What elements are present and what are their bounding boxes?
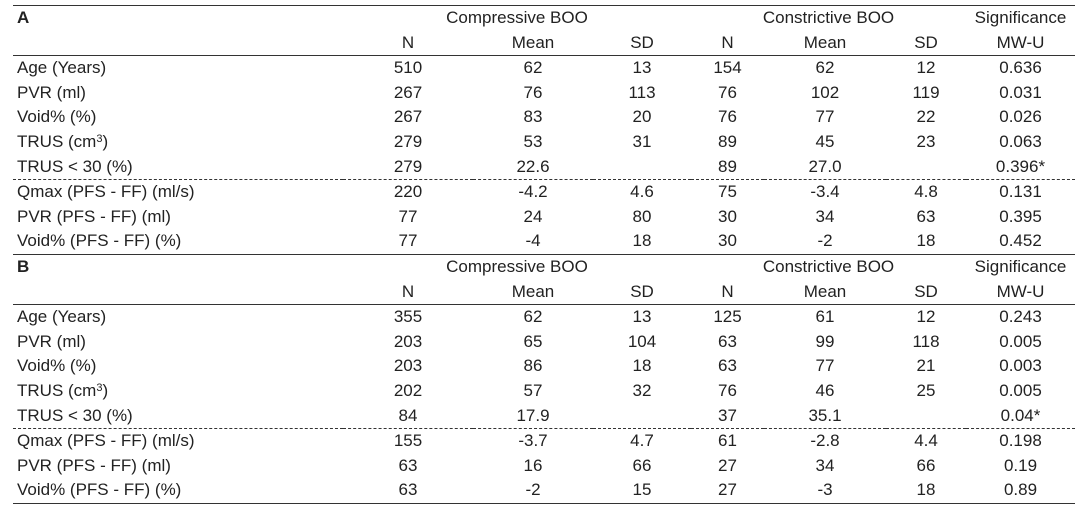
table-row <box>13 478 1075 503</box>
cell-n1: 267 <box>393 107 423 127</box>
cell-n1: 279 <box>393 131 423 151</box>
table-row <box>13 130 1075 155</box>
cell-mean2: 46 <box>815 380 835 400</box>
table-row <box>13 305 1075 330</box>
table-row <box>13 81 1075 106</box>
cell-n2: 75 <box>691 180 764 205</box>
table-row <box>13 105 1075 130</box>
cell-n2: 61 <box>691 429 764 454</box>
cell-mean2: -3.4 <box>764 180 886 205</box>
cell-sd1 <box>593 155 691 180</box>
superscript: 3 <box>96 132 103 145</box>
row-label-text: TRUS (cm <box>17 131 97 151</box>
cell-mean1: 76 <box>523 82 543 102</box>
cell-n2: 30 <box>718 206 737 226</box>
cell-n2: 30 <box>718 231 737 251</box>
mwu-header: MW-U <box>966 280 1075 305</box>
cell-n1: 355 <box>393 307 423 327</box>
cell-n2: 125 <box>713 307 742 327</box>
row-label: Age (Years) <box>17 307 107 327</box>
cell-p: 0.131 <box>966 180 1075 205</box>
cell-n2: 63 <box>718 331 737 351</box>
n-header: N <box>343 280 473 305</box>
cell-sd2: 12 <box>916 307 936 327</box>
cell-n1: 77 <box>398 206 418 226</box>
cell-p: 0.031 <box>999 82 1042 102</box>
cell-sd2 <box>886 155 966 180</box>
superscript: 3 <box>96 381 103 394</box>
mwu-header: MW-U <box>966 31 1075 56</box>
row-label: Void% (PFS - FF) (%) <box>13 478 343 503</box>
cell-p: 0.89 <box>966 478 1075 503</box>
table-row <box>13 205 1075 230</box>
cell-n2: 76 <box>718 107 737 127</box>
row-label: Qmax (PFS - FF) (ml/s) <box>13 429 343 454</box>
cell-n1: 202 <box>393 380 423 400</box>
table-row <box>13 379 1075 404</box>
cell-sd2: 4.8 <box>886 180 966 205</box>
cell-n1: 84 <box>398 405 418 425</box>
section-b-subheader-row <box>13 280 1075 305</box>
cell-sd1: 18 <box>632 231 652 251</box>
section-b-header-row <box>13 254 1075 279</box>
cell-sd2: 66 <box>916 455 936 475</box>
row-label: Void% (%) <box>17 107 97 127</box>
cell-mean1: 62 <box>523 307 543 327</box>
mean-header: Mean <box>473 31 593 56</box>
sd-header: SD <box>593 31 691 56</box>
cell-p: 0.243 <box>999 307 1042 327</box>
section-b-label: B <box>13 254 343 279</box>
row-label: Void% (PFS - FF) (%) <box>17 231 182 251</box>
cell-mean2: 77 <box>815 356 835 376</box>
cell-mean2: 61 <box>815 307 835 327</box>
cell-n1: 203 <box>393 331 423 351</box>
cell-mean1: 62 <box>523 58 543 78</box>
cell-sd2: 21 <box>916 356 936 376</box>
cell-mean1: 86 <box>523 356 543 376</box>
cell-p: 0.636 <box>999 58 1042 78</box>
cell-sd2: 23 <box>916 131 936 151</box>
cell-sd2: 119 <box>912 82 940 102</box>
cell-mean2: 27.0 <box>808 156 842 176</box>
compressive-boo-header: Compressive BOO <box>343 254 691 279</box>
sd-header: SD <box>593 280 691 305</box>
cell-p: 0.395 <box>999 206 1042 226</box>
cell-mean2: -2.8 <box>764 429 886 454</box>
cell-n1: 279 <box>393 156 423 176</box>
cell-n2: 27 <box>691 478 764 503</box>
mean-header: Mean <box>473 280 593 305</box>
cell-sd2: 18 <box>886 478 966 503</box>
row-label-suffix: ) <box>102 380 109 400</box>
cell-sd1: 32 <box>632 380 652 400</box>
cell-mean1: -2 <box>473 478 593 503</box>
cell-mean1: -3.7 <box>473 429 593 454</box>
cell-sd2: 12 <box>916 58 936 78</box>
cell-mean2: 99 <box>815 331 835 351</box>
row-label: PVR (PFS - FF) (ml) <box>17 206 171 226</box>
cell-mean2: 45 <box>815 131 835 151</box>
cell-p: 0.19 <box>1003 455 1038 475</box>
cell-p: 0.063 <box>999 131 1042 151</box>
cell-mean1: -4.2 <box>473 180 593 205</box>
cell-mean1: 24 <box>523 206 543 226</box>
cell-sd1: 4.6 <box>593 180 691 205</box>
cell-mean2: -2 <box>817 231 833 251</box>
cell-n1: 77 <box>398 231 418 251</box>
cell-p: 0.005 <box>999 380 1042 400</box>
row-label <box>13 379 343 404</box>
section-a-header-row <box>13 6 1075 31</box>
cell-n1: 63 <box>398 455 418 475</box>
row-label-text: TRUS (cm <box>17 380 97 400</box>
cell-n1: 267 <box>393 82 423 102</box>
cell-sd1: 15 <box>593 478 691 503</box>
section-a-subheader-row <box>13 31 1075 56</box>
cell-sd1: 13 <box>632 58 652 78</box>
cell-sd1: 13 <box>632 307 652 327</box>
table-row <box>13 404 1075 429</box>
table-row <box>13 429 1075 454</box>
mean-header: Mean <box>764 280 886 305</box>
cell-n1: 63 <box>343 478 473 503</box>
cell-n2: 154 <box>713 58 742 78</box>
cell-n2: 89 <box>718 131 737 151</box>
compressive-boo-header: Compressive BOO <box>343 6 691 31</box>
cell-p: 0.198 <box>966 429 1075 454</box>
cell-sd2: 118 <box>912 331 940 351</box>
constrictive-boo-header: Constrictive BOO <box>691 254 966 279</box>
cell-n2: 76 <box>718 82 737 102</box>
cell-sd1 <box>593 404 691 429</box>
cell-mean2: -3 <box>764 478 886 503</box>
cell-mean1: 83 <box>523 107 543 127</box>
row-label-suffix: ) <box>102 131 109 151</box>
constrictive-boo-header: Constrictive BOO <box>691 6 966 31</box>
cell-n2: 89 <box>718 156 737 176</box>
cell-p: 0.396* <box>995 156 1046 176</box>
cell-mean2: 34 <box>815 455 835 475</box>
results-table <box>13 5 1075 504</box>
table-row <box>13 454 1075 479</box>
significance-header: Significance <box>966 6 1075 31</box>
sd-header: SD <box>886 31 966 56</box>
cell-sd1: 66 <box>632 455 652 475</box>
n-header: N <box>691 31 764 56</box>
cell-mean2: 35.1 <box>808 405 842 425</box>
sd-header: SD <box>886 280 966 305</box>
cell-n1: 510 <box>393 58 423 78</box>
table-row <box>13 56 1075 81</box>
cell-sd2: 22 <box>916 107 936 127</box>
significance-header: Significance <box>966 254 1075 279</box>
cell-p: 0.005 <box>999 331 1042 351</box>
n-header: N <box>343 31 473 56</box>
cell-mean1: 16 <box>523 455 543 475</box>
cell-sd1: 4.7 <box>593 429 691 454</box>
row-label: PVR (ml) <box>17 331 86 351</box>
cell-sd1: 80 <box>632 206 652 226</box>
cell-sd1: 113 <box>628 82 656 102</box>
cell-mean2: 34 <box>815 206 835 226</box>
cell-mean1: 53 <box>523 131 543 151</box>
table-row <box>13 229 1075 254</box>
cell-mean1: 22.6 <box>516 156 550 176</box>
cell-p: 0.026 <box>999 107 1042 127</box>
n-header: N <box>691 280 764 305</box>
row-label: Void% (%) <box>17 356 97 376</box>
cell-sd1: 20 <box>632 107 652 127</box>
cell-p: 0.452 <box>999 231 1042 251</box>
row-label: TRUS < 30 (%) <box>17 156 133 176</box>
table-row <box>13 354 1075 379</box>
cell-sd2: 18 <box>916 231 936 251</box>
cell-sd1: 104 <box>627 331 657 351</box>
row-label: PVR (PFS - FF) (ml) <box>17 455 171 475</box>
cell-mean1: 65 <box>523 331 543 351</box>
cell-sd1: 18 <box>632 356 652 376</box>
cell-p: 0.003 <box>999 356 1042 376</box>
cell-n2: 27 <box>718 455 737 475</box>
cell-mean2: 102 <box>810 82 840 102</box>
row-label: Age (Years) <box>17 58 107 78</box>
cell-n1: 220 <box>343 180 473 205</box>
cell-n2: 76 <box>718 380 737 400</box>
table-row <box>13 180 1075 205</box>
cell-mean1: 17.9 <box>516 405 550 425</box>
cell-n2: 63 <box>718 356 737 376</box>
mean-header: Mean <box>764 31 886 56</box>
row-label <box>13 130 343 155</box>
row-label: Qmax (PFS - FF) (ml/s) <box>13 180 343 205</box>
row-label: PVR (ml) <box>17 82 86 102</box>
cell-mean1: -4 <box>525 231 541 251</box>
cell-sd2: 63 <box>916 206 936 226</box>
cell-mean1: 57 <box>523 380 543 400</box>
cell-p: 0.04* <box>1000 405 1041 425</box>
cell-n2: 37 <box>718 405 737 425</box>
row-label: TRUS < 30 (%) <box>17 405 133 425</box>
cell-n1: 203 <box>393 356 423 376</box>
table-row <box>13 155 1075 180</box>
cell-sd1: 31 <box>632 131 652 151</box>
cell-sd2: 25 <box>916 380 936 400</box>
cell-sd2: 4.4 <box>886 429 966 454</box>
cell-n1: 155 <box>343 429 473 454</box>
section-a-label: A <box>13 6 343 31</box>
cell-mean2: 62 <box>815 58 835 78</box>
cell-mean2: 77 <box>815 107 835 127</box>
cell-sd2 <box>886 404 966 429</box>
table-row <box>13 330 1075 355</box>
